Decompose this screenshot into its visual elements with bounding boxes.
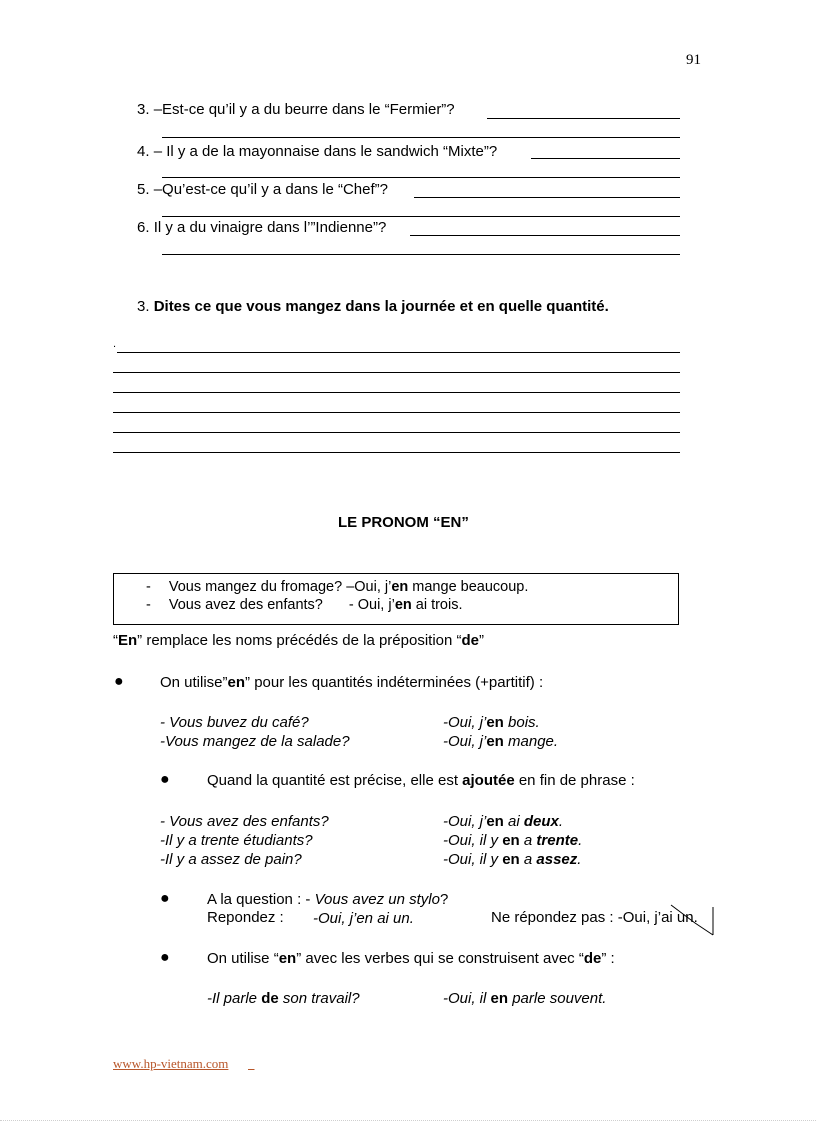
bullet-text: On utilise” [160, 674, 228, 691]
box-answer: - Oui, j’ [348, 597, 395, 613]
question-6 [137, 219, 386, 236]
quote: ” [479, 632, 485, 649]
bullet-4-text [207, 950, 615, 967]
bold-word: ajoutée [462, 772, 515, 789]
en-pronoun: en [391, 579, 409, 595]
bullet-1-text [160, 674, 543, 691]
answer-part: bois. [503, 714, 540, 731]
bullet-text: ” pour les quantités indéterminées (+partitif) : [245, 674, 544, 691]
example-answer [443, 990, 606, 1007]
de-word: de [261, 990, 279, 1007]
example-question: -Il y a assez de pain? [160, 851, 302, 868]
bullet-text: ” avec les verbes qui se construisent avec “ [296, 950, 584, 967]
example-answer [443, 714, 540, 731]
question-5 [137, 181, 388, 198]
bullet-text: Quand la quantité est précise, elle est [207, 772, 463, 789]
answer-part: . [577, 851, 582, 868]
rule-text [113, 632, 484, 649]
quantity-word: trente [536, 832, 579, 849]
bullet-icon: ● [160, 949, 170, 966]
en-word: en [502, 832, 520, 849]
writing-line[interactable] [117, 352, 680, 353]
en-word: en [227, 674, 246, 691]
bullet-text: ” : [601, 950, 615, 967]
writing-line[interactable] [113, 412, 680, 413]
answer-line[interactable] [414, 197, 680, 198]
example-question [207, 990, 360, 1007]
answer-line[interactable] [410, 235, 680, 236]
box-answer-rest: ai trois. [411, 597, 463, 613]
en-word: En [118, 632, 138, 649]
quantity-word: deux [523, 813, 559, 830]
exercise-heading [137, 298, 609, 315]
bullet-3-wrong: Ne répondez pas : -Oui, j’ai un. [491, 909, 698, 926]
bullet-text: A la question : - [207, 891, 315, 908]
question-text: Il y a du vinaigre dans l’”Indienne”? [153, 219, 387, 236]
example-question: - Vous buvez du café? [160, 714, 309, 731]
de-word: de [583, 950, 602, 967]
answer-part: -Oui, j’ [443, 813, 487, 830]
writing-line[interactable] [113, 372, 680, 373]
de-word: de [461, 632, 480, 649]
question-number: 6. [137, 219, 150, 236]
box-question: Vous avez des enfants? [168, 597, 323, 613]
question-text: –Est-ce qu’il y a du beurre dans le “Fermier”? [153, 101, 455, 118]
answer-part: ai [503, 813, 524, 830]
quote: “ [113, 632, 118, 649]
example-answer [443, 733, 558, 750]
answer-line[interactable] [162, 177, 680, 178]
footer-link-underline-tail [248, 1056, 258, 1072]
line-dot: . [113, 338, 117, 350]
question-number: 5. [137, 181, 150, 198]
question-part: -Il parle [207, 990, 262, 1007]
question-4 [137, 143, 497, 160]
example-question: -Il y a trente étudiants? [160, 832, 313, 849]
writing-line[interactable] [113, 452, 680, 453]
bullet-3-repondez: Repondez : [207, 909, 284, 926]
en-word: en [502, 851, 520, 868]
bullet-icon: ● [114, 673, 124, 690]
dash: - [146, 597, 151, 613]
en-word: en [486, 813, 504, 830]
bullet-icon: ● [160, 771, 170, 788]
en-word: en [486, 714, 504, 731]
question-number: 4. [137, 143, 150, 160]
box-answer-rest: mange beaucoup. [408, 579, 529, 595]
example-answer [443, 851, 581, 868]
footer-link[interactable]: www.hp-vietnam.com [113, 1056, 229, 1071]
box-line-2 [146, 597, 463, 613]
box-line-1 [146, 579, 528, 595]
answer-part: . [558, 813, 564, 830]
answer-part: a [519, 832, 537, 849]
answer-line[interactable] [487, 118, 680, 119]
answer-part: a [519, 851, 537, 868]
bullet-2-text [207, 772, 635, 789]
strike-mark-icon [665, 903, 721, 939]
answer-part: -Oui, il [443, 990, 491, 1007]
answer-part: mange. [503, 733, 559, 750]
writing-line[interactable] [113, 432, 680, 433]
question-text: –Qu’est-ce qu’il y a dans le “Chef”? [153, 181, 388, 198]
bullet-icon: ● [160, 890, 170, 907]
bullet-text: On utilise “ [207, 950, 279, 967]
box-question: Vous mangez du fromage? –Oui, j’ [168, 579, 392, 595]
dash: - [146, 579, 151, 595]
exercise-number: 3. [137, 298, 150, 315]
question-text: Vous avez un stylo [314, 891, 440, 908]
page-border [0, 1120, 816, 1121]
question-number: 3. [137, 101, 150, 118]
rule-middle: ” remplace les noms précédés de la préposition “ [137, 632, 462, 649]
bullet-3-answer: -Oui, j’en ai un. [313, 910, 414, 927]
question-text: – Il y a de la mayonnaise dans le sandwich “Mixte”? [153, 143, 498, 160]
answer-part: . [578, 832, 583, 849]
answer-line[interactable] [162, 137, 680, 138]
en-pronoun: en [394, 597, 412, 613]
example-question: - Vous avez des enfants? [160, 813, 329, 830]
question-mark: ? [439, 891, 449, 908]
answer-part: parle souvent. [508, 990, 607, 1007]
en-word: en [278, 950, 297, 967]
exercise-instruction: Dites ce que vous mangez dans la journée et en quelle quantité. [153, 298, 609, 315]
answer-part: -Oui, il y [443, 851, 503, 868]
bullet-text: en fin de phrase : [514, 772, 635, 789]
question-3 [137, 101, 455, 118]
example-answer [443, 832, 582, 849]
answer-line[interactable] [162, 216, 680, 217]
example-answer [443, 813, 563, 830]
example-question: -Vous mangez de la salade? [160, 733, 350, 750]
answer-part: -Oui, j’ [443, 714, 487, 731]
en-word: en [486, 733, 504, 750]
answer-line[interactable] [162, 254, 680, 255]
quantity-word: assez [536, 851, 578, 868]
bullet-3-question [207, 891, 448, 908]
answer-part: -Oui, j’ [443, 733, 487, 750]
page-number: 91 [686, 52, 701, 68]
en-word: en [490, 990, 509, 1007]
section-title: LE PRONOM “EN” [338, 514, 469, 531]
question-part: son travail? [278, 990, 360, 1007]
writing-line[interactable] [113, 392, 680, 393]
answer-line[interactable] [531, 158, 680, 159]
answer-part: -Oui, il y [443, 832, 503, 849]
